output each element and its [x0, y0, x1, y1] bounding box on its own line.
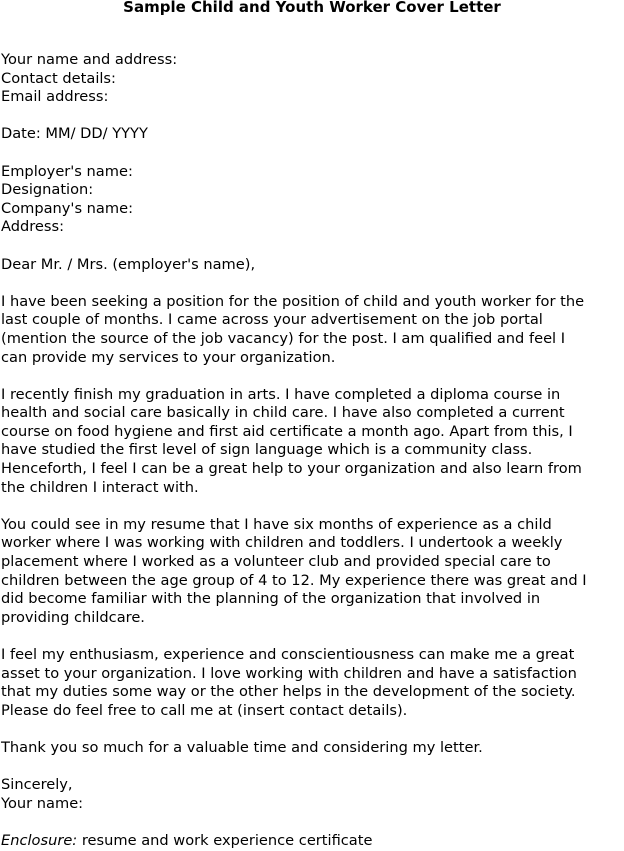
salutation: Dear Mr. / Mrs. (employer's name), — [1, 255, 256, 273]
sender-contact: Contact details: — [1, 69, 116, 87]
paragraph-line: have studied the first level of sign language which is a community class. — [1, 441, 533, 459]
paragraph-line: course on food hygiene and first aid certificate a month ago. Apart from this, I — [1, 422, 573, 440]
enclosure-text: resume and work experience certificate — [77, 831, 373, 849]
recipient-employer-name: Employer's name: — [1, 162, 133, 180]
sender-block — [1, 51, 621, 107]
sign-off: Sincerely, — [1, 776, 73, 794]
sender-email: Email address: — [1, 88, 109, 106]
letter-body — [1, 51, 621, 851]
paragraph-line: I feel my enthusiasm, experience and conscientiousness can make me a great — [1, 646, 575, 663]
paragraph-line: that my duties some way or the other helps in the development of the society. — [1, 683, 576, 701]
paragraph-line: the children I interact with. — [1, 478, 199, 496]
paragraph-experience — [1, 516, 621, 628]
paragraph-line: asset to your organization. I love working with children and have a satisfaction — [1, 664, 577, 682]
recipient-company-name: Company's name: — [1, 199, 133, 217]
sender-name-address: Your name and address: — [1, 51, 178, 68]
enclosure-line — [1, 832, 621, 851]
signature-name: Your name: — [1, 794, 84, 812]
recipient-designation: Designation: — [1, 181, 94, 199]
spacer — [1, 144, 621, 163]
paragraph-line: Please do feel free to call me at (insert contact details). — [1, 701, 408, 719]
recipient-address: Address: — [1, 218, 65, 236]
enclosure-label: Enclosure: — [1, 831, 78, 849]
paragraph-line: did become familiar with the planning of the organization that involved in — [1, 590, 541, 608]
paragraph-line: Henceforth, I feel I can be a great help to your organization and also learn from — [1, 460, 582, 478]
paragraph-education — [1, 386, 621, 498]
recipient-block — [1, 163, 621, 237]
spacer — [1, 367, 621, 386]
spacer — [1, 720, 621, 739]
paragraph-line: providing childcare. — [1, 608, 145, 626]
spacer — [1, 107, 621, 126]
spacer — [1, 813, 621, 832]
paragraph-line: can provide my services to your organization. — [1, 348, 336, 366]
signature-block — [1, 776, 621, 813]
spacer — [1, 497, 621, 516]
letter-date: Date: MM/ DD/ YYYY — [1, 125, 148, 143]
paragraph-line: worker where I was working with children and toddlers. I undertook a weekly — [1, 534, 563, 552]
document-title: Sample Child and Youth Worker Cover Letter — [123, 0, 501, 16]
paragraph-line: children between the age group of 4 to 12. My experience there was great and I — [1, 571, 587, 589]
paragraph-line: last couple of months. I came across your advertisement on the job portal — [1, 311, 543, 329]
paragraph-line: (mention the source of the job vacancy) for the post. I am qualified and feel I — [1, 329, 566, 347]
paragraph-line: I have been seeking a position for the position of child and youth worker for the — [1, 292, 585, 310]
paragraph-line: placement where I worked as a volunteer club and provided special care to — [1, 553, 551, 571]
paragraph-line: You could see in my resume that I have six months of experience as a child — [1, 515, 552, 533]
paragraph-line: I recently finish my graduation in arts. I have completed a diploma course in — [1, 385, 561, 403]
paragraph-closing — [1, 646, 621, 720]
spacer — [1, 758, 621, 777]
spacer — [1, 627, 621, 646]
spacer — [1, 237, 621, 256]
paragraph-line: health and social care basically in child care. I have also completed a current — [1, 404, 565, 422]
spacer — [1, 274, 621, 293]
closing-thanks: Thank you so much for a valuable time and considering my letter. — [1, 738, 483, 756]
paragraph-intro — [1, 293, 621, 367]
